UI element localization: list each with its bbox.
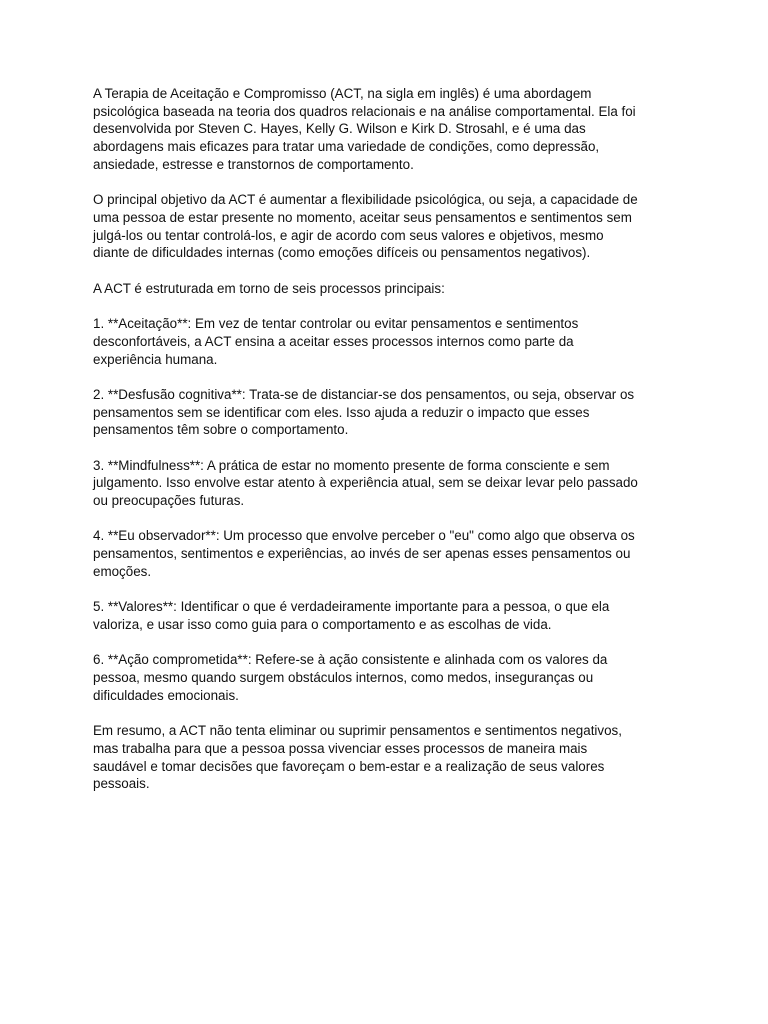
text-line: A ACT é estruturada em torno de seis processos principais:	[93, 280, 445, 296]
paragraph	[93, 598, 678, 633]
text-line: 4. **Eu observador**: Um processo que envolve perceber o "eu" como algo que observa os	[93, 528, 635, 544]
text-line: ou preocupações futuras.	[93, 493, 245, 509]
text-line: uma pessoa de estar presente no momento, aceitar seus pensamentos e sentimentos sem	[93, 209, 632, 225]
text-line: pessoa, mesmo quando surgem obstáculos internos, como medos, inseguranças ou	[93, 670, 594, 686]
text-line: diante de dificuldades internas (como emoções difíceis ou pensamentos negativos).	[93, 245, 591, 261]
text-line: mas trabalha para que a pessoa possa vivenciar esses processos de maneira mais	[93, 740, 588, 756]
paragraph	[93, 386, 678, 439]
text-line: 6. **Ação comprometida**: Refere-se à ação consistente e alinhada com os valores da	[93, 652, 608, 668]
paragraph	[93, 315, 678, 368]
text-line: emoções.	[93, 563, 152, 579]
text-line: 3. **Mindfulness**: A prática de estar no momento presente de forma consciente e sem	[93, 457, 610, 473]
paragraph	[93, 457, 678, 510]
text-line: psicológica baseada na teoria dos quadros relacionais e na análise comportamental. Ela foi	[93, 103, 636, 119]
text-line: desconfortáveis, a ACT ensina a aceitar esses processos internos como parte da	[93, 333, 574, 349]
text-line: experiência humana.	[93, 351, 218, 367]
text-line: A Terapia de Aceitação e Compromisso (ACT, na sigla em inglês) é uma abordagem	[93, 86, 592, 101]
text-line: saudável e tomar decisões que favoreçam o bem-estar e a realização de seus valores	[93, 758, 605, 774]
paragraph	[93, 722, 678, 793]
text-line: pensamentos, sentimentos e experiências, ao invés de ser apenas esses pensamentos ou	[93, 546, 631, 562]
text-line: valoriza, e usar isso como guia para o comportamento e as escolhas de vida.	[93, 616, 552, 632]
text-line: pensamentos sem se identificar com eles. Isso ajuda a reduzir o impacto que esses	[93, 404, 590, 420]
text-line: 2. **Desfusão cognitiva**: Trata-se de distanciar-se dos pensamentos, ou seja, observar os	[93, 386, 635, 402]
text-line: julgá-los ou tentar controlá-los, e agir de acordo com seus valores e objetivos, mesmo	[93, 227, 604, 243]
text-line: Em resumo, a ACT não tenta eliminar ou suprimir pensamentos e sentimentos negativos,	[93, 723, 622, 739]
text-line: abordagens mais eficazes para tratar uma variedade de condições, como depressão,	[93, 139, 600, 155]
paragraph	[93, 527, 678, 580]
text-line: julgamento. Isso envolve estar atento à experiência atual, sem se deixar levar pelo passado	[93, 475, 638, 491]
text-line: pensamentos têm sobre o comportamento.	[93, 422, 349, 438]
text-line: pessoais.	[93, 776, 150, 792]
text-line: 5. **Valores**: Identificar o que é verdadeiramente importante para a pessoa, o que ela	[93, 599, 610, 615]
text-line: O principal objetivo da ACT é aumentar a flexibilidade psicológica, ou seja, a capacidade de	[93, 192, 638, 208]
text-line: dificuldades emocionais.	[93, 687, 239, 703]
text-line: desenvolvida por Steven C. Hayes, Kelly G. Wilson e Kirk D. Strosahl, e é uma das	[93, 121, 586, 137]
paragraph	[93, 191, 678, 262]
document-body	[93, 85, 678, 811]
text-line: ansiedade, estresse e transtornos de comportamento.	[93, 156, 414, 172]
text-line: 1. **Aceitação**: Em vez de tentar controlar ou evitar pensamentos e sentimentos	[93, 316, 579, 332]
paragraph	[93, 651, 678, 704]
paragraph	[93, 85, 678, 174]
paragraph	[93, 280, 678, 298]
